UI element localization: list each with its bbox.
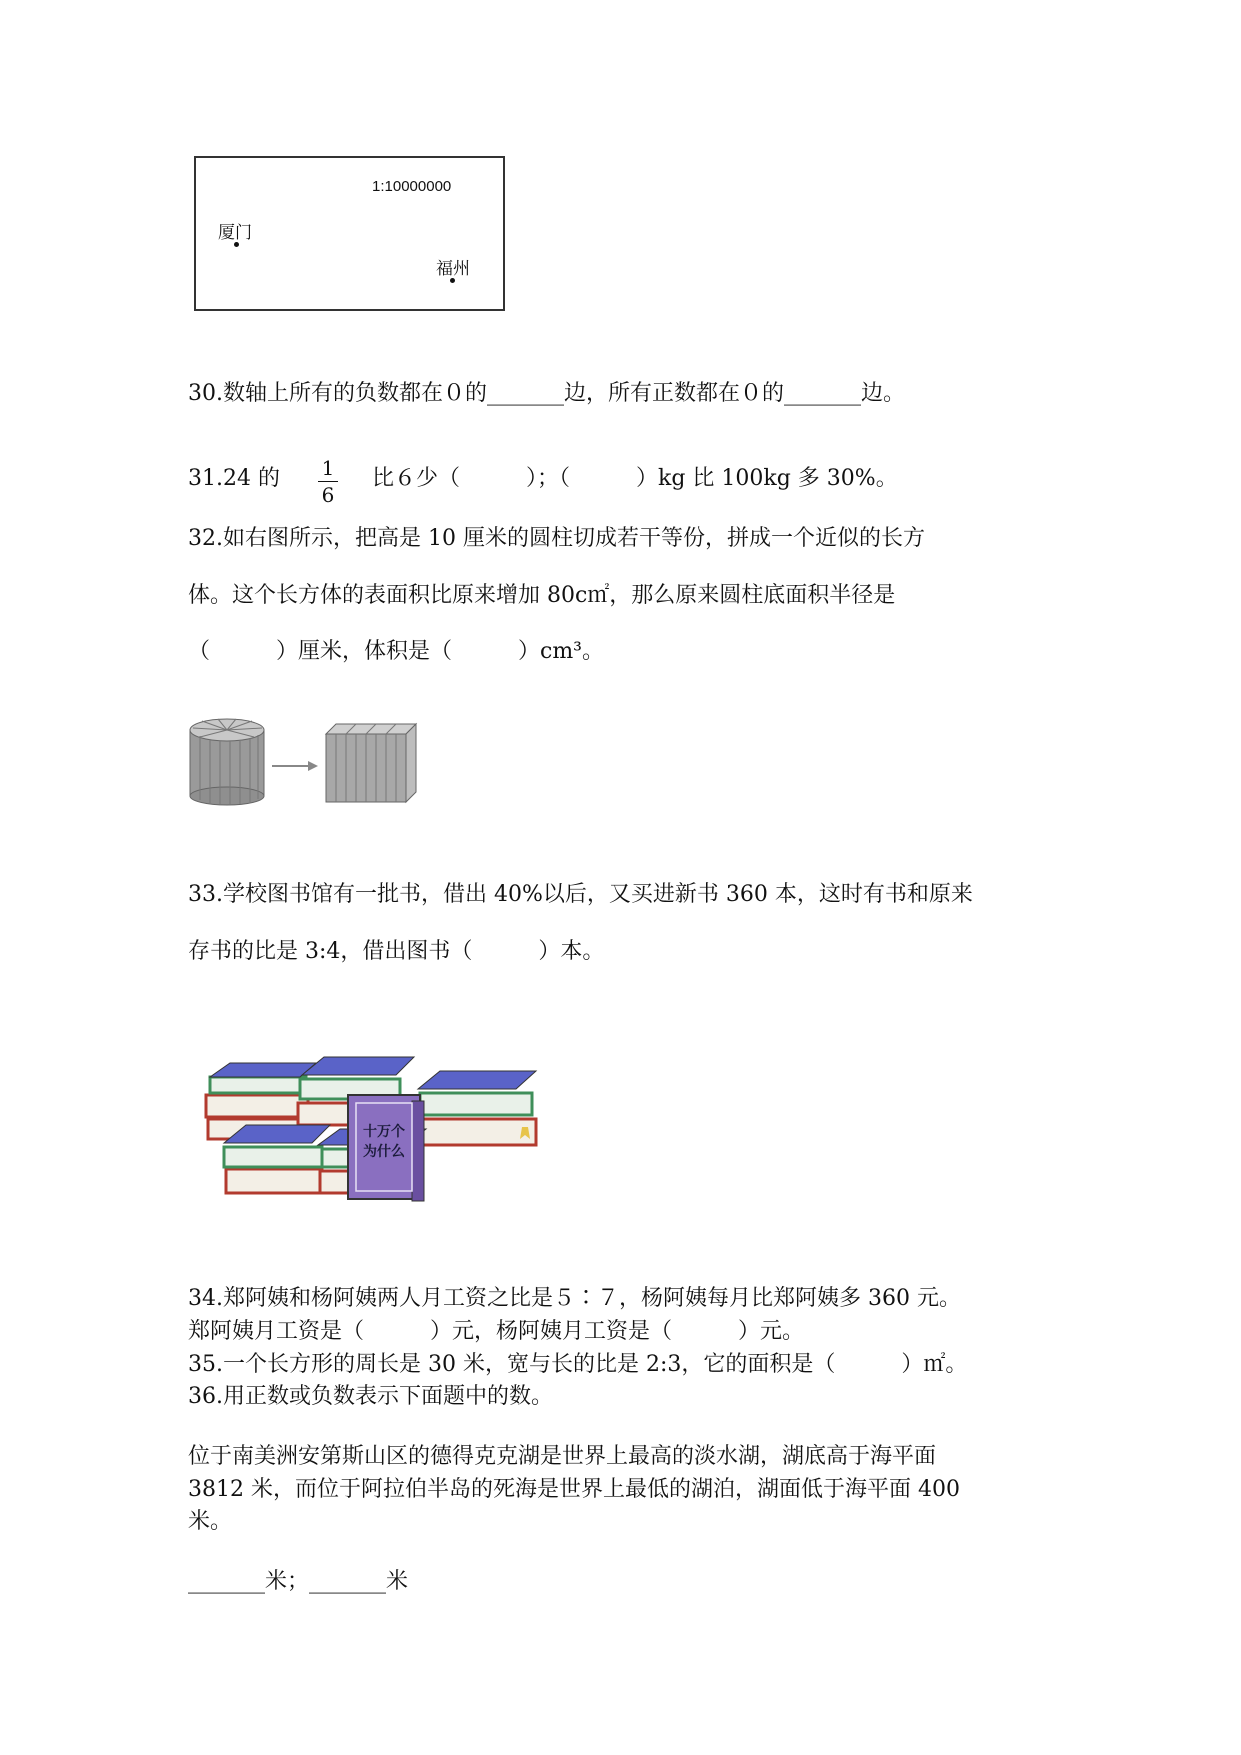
question-33-line2: 存书的比是 3:4，借出图书（ ）本。 [188,939,605,964]
map-scale: 1:10000000 [372,178,452,195]
question-31-prefix: 31.24 的 [188,466,280,491]
map-dot-fuzhou [450,278,455,283]
fraction-denominator: 6 [321,483,335,507]
cuboid-shape [326,724,416,802]
question-34-line1: 34.郑阿姨和杨阿姨两人月工资之比是５∶７，杨阿姨每月比郑阿姨多 360 元。 [188,1286,961,1311]
map-dot-xiamen [234,242,239,247]
question-32-line3: （ ）厘米，体积是（ ）cm³。 [188,639,605,664]
purple-book [348,1095,424,1201]
question-36-title: 36.用正数或负数表示下面题中的数。 [188,1384,553,1409]
question-36-paragraph-line3: 米。 [188,1509,233,1534]
books-figure [200,1035,545,1203]
question-31-suffix: 比６少（ ）；（ ）kg 比 100kg 多 30%。 [372,466,898,491]
question-36-answer-blanks: _______米；_______米 [188,1569,409,1594]
cylinder-to-cuboid-figure [188,716,418,808]
book-label-line1: 十万个 [363,1124,405,1140]
book-label-line2: 为什么 [363,1144,405,1160]
question-35: 35.一个长方形的周长是 30 米，宽与长的比是 2:3，它的面积是（ ）㎡。 [188,1352,968,1377]
fraction-bar [318,481,338,482]
fraction-one-sixth [318,458,338,505]
book-stack-front-left [224,1125,330,1193]
map-city-fuzhou: 福州 [436,259,470,278]
arrow-icon [272,761,318,771]
map-city-xiamen: 厦门 [218,223,252,242]
book-stack-right [418,1071,536,1145]
fraction-numerator: 1 [321,456,335,480]
question-32-line2: 体。这个长方体的表面积比原来增加 80c㎡，那么原来圆柱底面积半径是 [188,583,896,608]
question-33-line1: 33.学校图书馆有一批书，借出 40%以后，又买进新书 360 本，这时有书和原来 [188,882,973,907]
cylinder-shape [190,719,264,805]
question-30: 30.数轴上所有的负数都在０的_______边，所有正数都在０的_______边。 [188,381,905,406]
question-34-line2: 郑阿姨月工资是（ ）元，杨阿姨月工资是（ ）元。 [188,1319,805,1344]
map-figure [194,156,505,311]
question-36-paragraph-line1: 位于南美洲安第斯山区的德得克克湖是世界上最高的淡水湖，湖底高于海平面 [188,1444,937,1469]
question-32-line1: 32.如右图所示，把高是 10 厘米的圆柱切成若干等份，拼成一个近似的长方 [188,526,925,551]
question-36-paragraph-line2: 3812 米，而位于阿拉伯半岛的死海是世界上最低的湖泊，湖面低于海平面 400 [188,1477,960,1502]
